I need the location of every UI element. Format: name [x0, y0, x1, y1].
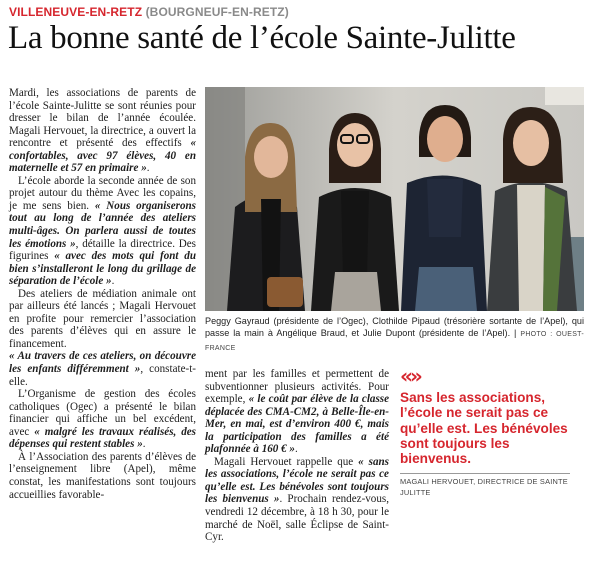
pull-quote: [400, 364, 584, 498]
pull-quote-text: Sans les associations, l’école ne serait pas ce qu’elle est. Les bénévoles sont toujours les bienvenus.: [400, 390, 568, 467]
body-text: Magali Hervouet rappelle que: [214, 455, 359, 468]
caption-separator: |: [510, 328, 521, 338]
quote-text: « le coût par élève de la classe déplacée des CMA-CM2, à Belle-Île-en-Mer, en mai, est d’environ 400 €, mais la participation des familles a été plafonnée à 160 € »: [205, 393, 390, 456]
body-text: .: [294, 443, 298, 456]
body-text: .: [146, 162, 150, 175]
article-headline: La bonne santé de l’école Sainte-Julitte: [8, 20, 516, 56]
paragraph: [9, 388, 196, 451]
photo-caption: [205, 315, 584, 355]
body-text: .: [142, 438, 146, 451]
quote-mark-icon: «»: [400, 364, 420, 388]
article-kicker: [9, 5, 289, 19]
body-text: Mardi, les associations de parents de l’école Sainte-Julitte se sont réunies pour dresser le bilan de l’année écoulée. Magali Hervouet, la directrice, a ouvert la rencontre et présenté des effectifs: [9, 87, 196, 150]
body-text: ment par les familles et permettent de subventionner plusieurs activités. Pour exemple,: [205, 368, 389, 406]
body-text: .: [111, 275, 115, 288]
quote-text: « confortables, avec 97 élèves, 40 en maternelle et 57 en primaire »: [9, 137, 196, 175]
pull-quote-author: MAGALI HERVOUET, DIRECTRICE DE SAINTE JULITTE: [400, 477, 568, 497]
article-photo: [205, 87, 584, 311]
caption-text: Peggy Gayraud (présidente de l’Ogec), Clothilde Pipaud (trésorière sortante de l’Apel), qui passe la main à Angélique Braud, et Julie Dupont (présidente de l’Apel).: [205, 316, 584, 338]
quote-text: « avec des mots qui font du bien s’installeront le long du grillage de séparation de l’école »: [9, 250, 196, 288]
paragraph: [205, 456, 389, 544]
article-column-1: [9, 87, 196, 501]
kicker-location: VILLENEUVE-EN-RETZ: [9, 5, 143, 19]
article-column-2: [205, 368, 389, 544]
paragraph: [9, 87, 196, 175]
quote-text: « sans les associations, l’école ne serait pas ce qu’elle est. Les bénévoles sont toujours les bienvenus »: [205, 455, 389, 506]
body-text: , détaille la directrice. Des figurines: [9, 237, 196, 263]
photo-credit: PHOTO : OUEST-FRANCE: [205, 331, 585, 352]
quote-text: « Au travers de ces ateliers, on découvre les enfants différemment »: [9, 350, 196, 376]
paragraph: [9, 350, 196, 388]
kicker-sublocation: (BOURGNEUF-EN-RETZ): [145, 5, 289, 19]
paragraph: À l’Association des parents d’élèves de l’enseignement libre (Apel), même constat, les manifestations sont toujours accueillies favorable-: [9, 450, 196, 501]
divider: [400, 473, 570, 474]
paragraph: [205, 368, 389, 456]
quote-text: « Nous organiserons tout au long de l’année des ateliers multi-âges. On parlera aussi de toutes les émotions »: [9, 199, 196, 250]
group-photo-illustration: [205, 87, 584, 311]
quote-text: « malgré les travaux réalisés, des dépenses qui restent stables »: [9, 425, 196, 451]
body-text: . Prochain rendez-vous, vendredi 12 décembre, à 18 h 30, pour le marché de Noël, salle Éclipse de Saint-Cyr.: [205, 493, 389, 544]
paragraph: Des ateliers de médiation animale ont par ailleurs été lancés ; Magali Hervouet en profite pour remercier l’association des parents d’élèves qui en assure le financement.: [9, 287, 196, 350]
body-text: L’école aborde la seconde année de son projet autour du thème Avec les copains, je me sens bien.: [9, 174, 196, 212]
body-text: , constate-t-elle.: [9, 363, 196, 388]
paragraph: [9, 175, 196, 288]
body-text: L’Organisme de gestion des écoles catholiques (Ogec) a présenté le bilan financier qui affiche un bel excédent, avec: [9, 388, 196, 438]
